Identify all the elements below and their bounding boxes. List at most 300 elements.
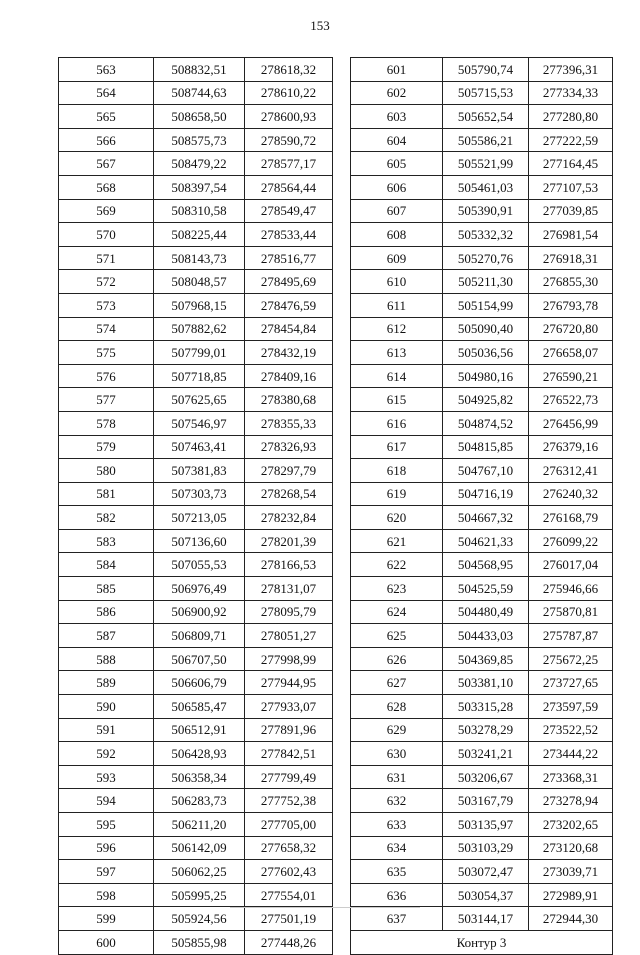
point-number-cell: 604 (351, 128, 443, 152)
x-coordinate-cell: 505855,98 (154, 930, 245, 954)
table-row (351, 813, 613, 837)
x-coordinate-cell: 504716,19 (443, 482, 529, 506)
y-coordinate-cell: 278590,72 (245, 128, 333, 152)
y-coordinate-cell: 277280,80 (529, 105, 613, 129)
x-coordinate-cell: 504980,16 (443, 364, 529, 388)
table-row (59, 246, 333, 270)
table-row (59, 836, 333, 860)
table-row (59, 930, 333, 954)
y-coordinate-cell: 278131,07 (245, 577, 333, 601)
x-coordinate-cell: 506976,49 (154, 577, 245, 601)
point-number-cell: 573 (59, 293, 154, 317)
x-coordinate-cell: 507718,85 (154, 364, 245, 388)
point-number-cell: 563 (59, 58, 154, 82)
x-coordinate-cell: 503381,10 (443, 671, 529, 695)
y-coordinate-cell: 278610,22 (245, 81, 333, 105)
point-number-cell: 574 (59, 317, 154, 341)
x-coordinate-cell: 506142,09 (154, 836, 245, 860)
left-table-body (59, 58, 333, 955)
table-row (351, 647, 613, 671)
y-coordinate-cell: 277752,38 (245, 789, 333, 813)
point-number-cell: 591 (59, 718, 154, 742)
contour-label: Контур 3 (351, 930, 613, 954)
x-coordinate-cell: 503241,21 (443, 742, 529, 766)
table-row (351, 529, 613, 553)
table-row (351, 293, 613, 317)
table-row (351, 223, 613, 247)
table-row (59, 341, 333, 365)
point-number-cell: 590 (59, 695, 154, 719)
point-number-cell: 623 (351, 577, 443, 601)
table-row (59, 175, 333, 199)
table-row (59, 270, 333, 294)
x-coordinate-cell: 506283,73 (154, 789, 245, 813)
left-coordinates-table (58, 57, 333, 955)
table-row (59, 105, 333, 129)
table-row (59, 789, 333, 813)
table-row (351, 246, 613, 270)
x-coordinate-cell: 507303,73 (154, 482, 245, 506)
point-number-cell: 615 (351, 388, 443, 412)
table-row (59, 600, 333, 624)
y-coordinate-cell: 277998,99 (245, 647, 333, 671)
table-row (59, 435, 333, 459)
x-coordinate-cell: 508575,73 (154, 128, 245, 152)
point-number-cell: 631 (351, 765, 443, 789)
y-coordinate-cell: 277039,85 (529, 199, 613, 223)
x-coordinate-cell: 508832,51 (154, 58, 245, 82)
point-number-cell: 613 (351, 341, 443, 365)
point-number-cell: 565 (59, 105, 154, 129)
point-number-cell: 586 (59, 600, 154, 624)
y-coordinate-cell: 272944,30 (529, 907, 613, 931)
table-row (59, 860, 333, 884)
y-coordinate-cell: 278454,84 (245, 317, 333, 341)
point-number-cell: 566 (59, 128, 154, 152)
x-coordinate-cell: 503072,47 (443, 860, 529, 884)
x-coordinate-cell: 504925,82 (443, 388, 529, 412)
point-number-cell: 577 (59, 388, 154, 412)
point-number-cell: 580 (59, 459, 154, 483)
point-number-cell: 619 (351, 482, 443, 506)
table-row (351, 742, 613, 766)
x-coordinate-cell: 504815,85 (443, 435, 529, 459)
x-coordinate-cell: 506900,92 (154, 600, 245, 624)
point-number-cell: 628 (351, 695, 443, 719)
y-coordinate-cell: 277107,53 (529, 175, 613, 199)
table-row (351, 411, 613, 435)
table-row (351, 765, 613, 789)
x-coordinate-cell: 507381,83 (154, 459, 245, 483)
y-coordinate-cell: 277891,96 (245, 718, 333, 742)
scan-artifact-line (230, 907, 420, 908)
y-coordinate-cell: 277396,31 (529, 58, 613, 82)
x-coordinate-cell: 505332,32 (443, 223, 529, 247)
x-coordinate-cell: 505154,99 (443, 293, 529, 317)
y-coordinate-cell: 277501,19 (245, 907, 333, 931)
y-coordinate-cell: 273202,65 (529, 813, 613, 837)
table-row (59, 223, 333, 247)
y-coordinate-cell: 278380,68 (245, 388, 333, 412)
point-number-cell: 567 (59, 152, 154, 176)
point-number-cell: 633 (351, 813, 443, 837)
y-coordinate-cell: 277222,59 (529, 128, 613, 152)
point-number-cell: 607 (351, 199, 443, 223)
table-row (351, 105, 613, 129)
right-table-body (351, 58, 613, 931)
table-row (59, 577, 333, 601)
table-row (59, 411, 333, 435)
x-coordinate-cell: 504525,59 (443, 577, 529, 601)
table-row (351, 718, 613, 742)
y-coordinate-cell: 278533,44 (245, 223, 333, 247)
contour-label-row (351, 930, 613, 954)
point-number-cell: 630 (351, 742, 443, 766)
x-coordinate-cell: 504874,52 (443, 411, 529, 435)
table-row (59, 742, 333, 766)
y-coordinate-cell: 277933,07 (245, 695, 333, 719)
point-number-cell: 587 (59, 624, 154, 648)
point-number-cell: 597 (59, 860, 154, 884)
x-coordinate-cell: 503135,97 (443, 813, 529, 837)
y-coordinate-cell: 276379,16 (529, 435, 613, 459)
table-row (59, 364, 333, 388)
y-coordinate-cell: 278232,84 (245, 506, 333, 530)
x-coordinate-cell: 505211,30 (443, 270, 529, 294)
point-number-cell: 622 (351, 553, 443, 577)
point-number-cell: 589 (59, 671, 154, 695)
x-coordinate-cell: 507968,15 (154, 293, 245, 317)
table-row (59, 765, 333, 789)
y-coordinate-cell: 277554,01 (245, 883, 333, 907)
x-coordinate-cell: 508744,63 (154, 81, 245, 105)
table-row (351, 671, 613, 695)
x-coordinate-cell: 505090,40 (443, 317, 529, 341)
x-coordinate-cell: 504667,32 (443, 506, 529, 530)
point-number-cell: 632 (351, 789, 443, 813)
y-coordinate-cell: 276312,41 (529, 459, 613, 483)
point-number-cell: 585 (59, 577, 154, 601)
y-coordinate-cell: 277944,95 (245, 671, 333, 695)
point-number-cell: 579 (59, 435, 154, 459)
table-row (59, 529, 333, 553)
y-coordinate-cell: 278409,16 (245, 364, 333, 388)
point-number-cell: 606 (351, 175, 443, 199)
x-coordinate-cell: 506428,93 (154, 742, 245, 766)
y-coordinate-cell: 278564,44 (245, 175, 333, 199)
table-row (351, 341, 613, 365)
x-coordinate-cell: 507055,53 (154, 553, 245, 577)
x-coordinate-cell: 503278,29 (443, 718, 529, 742)
x-coordinate-cell: 503167,79 (443, 789, 529, 813)
y-coordinate-cell: 275787,87 (529, 624, 613, 648)
table-row (351, 388, 613, 412)
table-row (59, 81, 333, 105)
x-coordinate-cell: 508143,73 (154, 246, 245, 270)
x-coordinate-cell: 505586,21 (443, 128, 529, 152)
table-row (351, 317, 613, 341)
x-coordinate-cell: 506606,79 (154, 671, 245, 695)
point-number-cell: 588 (59, 647, 154, 671)
y-coordinate-cell: 273120,68 (529, 836, 613, 860)
y-coordinate-cell: 278516,77 (245, 246, 333, 270)
point-number-cell: 637 (351, 907, 443, 931)
x-coordinate-cell: 507799,01 (154, 341, 245, 365)
point-number-cell: 582 (59, 506, 154, 530)
table-row (351, 506, 613, 530)
table-row (59, 553, 333, 577)
table-row (59, 813, 333, 837)
table-row (351, 553, 613, 577)
point-number-cell: 581 (59, 482, 154, 506)
point-number-cell: 596 (59, 836, 154, 860)
x-coordinate-cell: 508479,22 (154, 152, 245, 176)
point-number-cell: 584 (59, 553, 154, 577)
table-row (351, 600, 613, 624)
x-coordinate-cell: 506707,50 (154, 647, 245, 671)
y-coordinate-cell: 278549,47 (245, 199, 333, 223)
point-number-cell: 592 (59, 742, 154, 766)
table-row (351, 152, 613, 176)
point-number-cell: 626 (351, 647, 443, 671)
y-coordinate-cell: 273278,94 (529, 789, 613, 813)
point-number-cell: 617 (351, 435, 443, 459)
point-number-cell: 605 (351, 152, 443, 176)
x-coordinate-cell: 505652,54 (443, 105, 529, 129)
point-number-cell: 569 (59, 199, 154, 223)
table-row (59, 388, 333, 412)
x-coordinate-cell: 505036,56 (443, 341, 529, 365)
point-number-cell: 621 (351, 529, 443, 553)
x-coordinate-cell: 507882,62 (154, 317, 245, 341)
point-number-cell: 610 (351, 270, 443, 294)
y-coordinate-cell: 276981,54 (529, 223, 613, 247)
table-row (59, 317, 333, 341)
y-coordinate-cell: 276793,78 (529, 293, 613, 317)
y-coordinate-cell: 278577,17 (245, 152, 333, 176)
x-coordinate-cell: 505521,99 (443, 152, 529, 176)
x-coordinate-cell: 503103,29 (443, 836, 529, 860)
point-number-cell: 571 (59, 246, 154, 270)
point-number-cell: 603 (351, 105, 443, 129)
x-coordinate-cell: 507463,41 (154, 435, 245, 459)
y-coordinate-cell: 273039,71 (529, 860, 613, 884)
y-coordinate-cell: 277658,32 (245, 836, 333, 860)
table-row (351, 695, 613, 719)
y-coordinate-cell: 273444,22 (529, 742, 613, 766)
y-coordinate-cell: 276099,22 (529, 529, 613, 553)
table-row (59, 718, 333, 742)
table-row (59, 58, 333, 82)
point-number-cell: 570 (59, 223, 154, 247)
point-number-cell: 608 (351, 223, 443, 247)
table-row (351, 883, 613, 907)
x-coordinate-cell: 504621,33 (443, 529, 529, 553)
y-coordinate-cell: 277842,51 (245, 742, 333, 766)
point-number-cell: 568 (59, 175, 154, 199)
point-number-cell: 576 (59, 364, 154, 388)
y-coordinate-cell: 273522,52 (529, 718, 613, 742)
table-row (351, 789, 613, 813)
x-coordinate-cell: 507546,97 (154, 411, 245, 435)
table-row (351, 81, 613, 105)
y-coordinate-cell: 276855,30 (529, 270, 613, 294)
y-coordinate-cell: 278166,53 (245, 553, 333, 577)
table-row (351, 128, 613, 152)
x-coordinate-cell: 506062,25 (154, 860, 245, 884)
point-number-cell: 614 (351, 364, 443, 388)
y-coordinate-cell: 275946,66 (529, 577, 613, 601)
y-coordinate-cell: 278051,27 (245, 624, 333, 648)
x-coordinate-cell: 504767,10 (443, 459, 529, 483)
table-row (59, 695, 333, 719)
x-coordinate-cell: 504433,03 (443, 624, 529, 648)
y-coordinate-cell: 276240,32 (529, 482, 613, 506)
table-row (59, 883, 333, 907)
table-row (351, 624, 613, 648)
x-coordinate-cell: 508397,54 (154, 175, 245, 199)
x-coordinate-cell: 507213,05 (154, 506, 245, 530)
table-row (59, 624, 333, 648)
point-number-cell: 627 (351, 671, 443, 695)
y-coordinate-cell: 278495,69 (245, 270, 333, 294)
x-coordinate-cell: 504369,85 (443, 647, 529, 671)
table-row (59, 152, 333, 176)
point-number-cell: 616 (351, 411, 443, 435)
y-coordinate-cell: 278201,39 (245, 529, 333, 553)
point-number-cell: 595 (59, 813, 154, 837)
point-number-cell: 594 (59, 789, 154, 813)
x-coordinate-cell: 508310,58 (154, 199, 245, 223)
y-coordinate-cell: 273368,31 (529, 765, 613, 789)
point-number-cell: 601 (351, 58, 443, 82)
table-row (59, 459, 333, 483)
table-row (351, 577, 613, 601)
y-coordinate-cell: 273727,65 (529, 671, 613, 695)
table-row (351, 270, 613, 294)
point-number-cell: 635 (351, 860, 443, 884)
y-coordinate-cell: 275672,25 (529, 647, 613, 671)
table-row (351, 907, 613, 931)
point-number-cell: 625 (351, 624, 443, 648)
y-coordinate-cell: 278355,33 (245, 411, 333, 435)
point-number-cell: 602 (351, 81, 443, 105)
y-coordinate-cell: 272989,91 (529, 883, 613, 907)
table-row (351, 364, 613, 388)
point-number-cell: 636 (351, 883, 443, 907)
table-row (351, 58, 613, 82)
x-coordinate-cell: 507136,60 (154, 529, 245, 553)
point-number-cell: 612 (351, 317, 443, 341)
y-coordinate-cell: 278432,19 (245, 341, 333, 365)
x-coordinate-cell: 505270,76 (443, 246, 529, 270)
y-coordinate-cell: 277602,43 (245, 860, 333, 884)
y-coordinate-cell: 276918,31 (529, 246, 613, 270)
point-number-cell: 572 (59, 270, 154, 294)
table-row (59, 506, 333, 530)
y-coordinate-cell: 276017,04 (529, 553, 613, 577)
y-coordinate-cell: 276720,80 (529, 317, 613, 341)
x-coordinate-cell: 508658,50 (154, 105, 245, 129)
table-row (59, 647, 333, 671)
table-row (59, 482, 333, 506)
y-coordinate-cell: 277799,49 (245, 765, 333, 789)
table-row (59, 907, 333, 931)
x-coordinate-cell: 506809,71 (154, 624, 245, 648)
point-number-cell: 578 (59, 411, 154, 435)
y-coordinate-cell: 278476,59 (245, 293, 333, 317)
y-coordinate-cell: 277334,33 (529, 81, 613, 105)
table-row (59, 671, 333, 695)
y-coordinate-cell: 278618,32 (245, 58, 333, 82)
x-coordinate-cell: 505995,25 (154, 883, 245, 907)
point-number-cell: 609 (351, 246, 443, 270)
point-number-cell: 620 (351, 506, 443, 530)
x-coordinate-cell: 504568,95 (443, 553, 529, 577)
table-row (59, 293, 333, 317)
point-number-cell: 598 (59, 883, 154, 907)
y-coordinate-cell: 276456,99 (529, 411, 613, 435)
table-row (59, 128, 333, 152)
table-row (351, 860, 613, 884)
table-row (351, 459, 613, 483)
x-coordinate-cell: 505390,91 (443, 199, 529, 223)
point-number-cell: 599 (59, 907, 154, 931)
x-coordinate-cell: 507625,65 (154, 388, 245, 412)
point-number-cell: 564 (59, 81, 154, 105)
point-number-cell: 593 (59, 765, 154, 789)
point-number-cell: 629 (351, 718, 443, 742)
x-coordinate-cell: 505790,74 (443, 58, 529, 82)
y-coordinate-cell: 278297,79 (245, 459, 333, 483)
table-row (351, 199, 613, 223)
table-row (351, 836, 613, 860)
y-coordinate-cell: 276658,07 (529, 341, 613, 365)
x-coordinate-cell: 503206,67 (443, 765, 529, 789)
x-coordinate-cell: 505461,03 (443, 175, 529, 199)
y-coordinate-cell: 278600,93 (245, 105, 333, 129)
page-number: 153 (310, 18, 330, 33)
y-coordinate-cell: 277448,26 (245, 930, 333, 954)
right-coordinates-table (350, 57, 613, 955)
y-coordinate-cell: 276522,73 (529, 388, 613, 412)
point-number-cell: 618 (351, 459, 443, 483)
table-row (351, 435, 613, 459)
x-coordinate-cell: 506358,34 (154, 765, 245, 789)
y-coordinate-cell: 278326,93 (245, 435, 333, 459)
point-number-cell: 583 (59, 529, 154, 553)
y-coordinate-cell: 277705,00 (245, 813, 333, 837)
x-coordinate-cell: 505924,56 (154, 907, 245, 931)
x-coordinate-cell: 503315,28 (443, 695, 529, 719)
x-coordinate-cell: 505715,53 (443, 81, 529, 105)
point-number-cell: 611 (351, 293, 443, 317)
y-coordinate-cell: 276590,21 (529, 364, 613, 388)
y-coordinate-cell: 275870,81 (529, 600, 613, 624)
x-coordinate-cell: 508225,44 (154, 223, 245, 247)
x-coordinate-cell: 506585,47 (154, 695, 245, 719)
y-coordinate-cell: 273597,59 (529, 695, 613, 719)
x-coordinate-cell: 503144,17 (443, 907, 529, 931)
point-number-cell: 600 (59, 930, 154, 954)
table-row (59, 199, 333, 223)
x-coordinate-cell: 508048,57 (154, 270, 245, 294)
point-number-cell: 575 (59, 341, 154, 365)
y-coordinate-cell: 278095,79 (245, 600, 333, 624)
y-coordinate-cell: 277164,45 (529, 152, 613, 176)
y-coordinate-cell: 276168,79 (529, 506, 613, 530)
table-row (351, 482, 613, 506)
